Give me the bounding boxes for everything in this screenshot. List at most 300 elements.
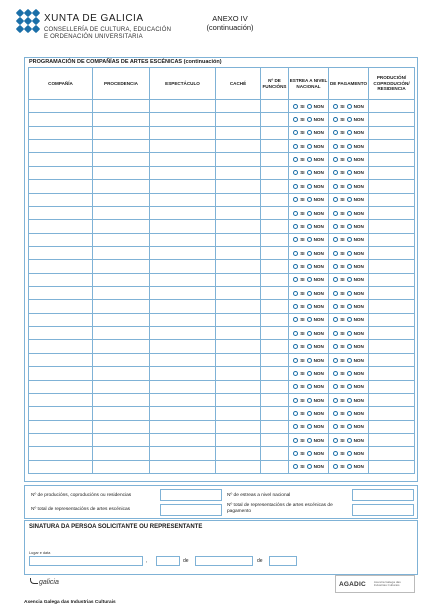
national-premiere-yes-radio[interactable] (293, 304, 298, 309)
production-cell[interactable] (369, 233, 415, 246)
origin-cell[interactable] (93, 380, 150, 393)
origin-cell[interactable] (93, 153, 150, 166)
national-premiere-no-radio[interactable] (307, 157, 312, 162)
show-cell[interactable] (150, 340, 216, 353)
paid-count-field[interactable] (352, 504, 414, 516)
performances-cell[interactable] (261, 100, 289, 113)
performances-cell[interactable] (261, 420, 289, 433)
national-premiere-no-radio[interactable] (307, 184, 312, 189)
production-cell[interactable] (369, 420, 415, 433)
day-field[interactable] (156, 556, 180, 566)
company-cell[interactable] (29, 206, 93, 219)
show-cell[interactable] (150, 220, 216, 233)
performances-cell[interactable] (261, 126, 289, 139)
national-premiere-yes-radio[interactable] (293, 157, 298, 162)
company-cell[interactable] (29, 420, 93, 433)
origin-cell[interactable] (93, 420, 150, 433)
paid-yes-no-group (329, 344, 368, 349)
production-cell[interactable] (369, 313, 415, 326)
fee-cell[interactable] (216, 287, 261, 300)
paid-no-radio[interactable] (347, 438, 352, 443)
national-premiere-yes-radio[interactable] (293, 211, 298, 216)
show-cell[interactable] (150, 113, 216, 126)
performances-cell[interactable] (261, 313, 289, 326)
fee-cell[interactable] (216, 313, 261, 326)
national-premiere-no-radio[interactable] (307, 277, 312, 282)
paid-yes-radio[interactable] (333, 224, 338, 229)
fee-cell[interactable] (216, 300, 261, 313)
performances-cell[interactable] (261, 300, 289, 313)
company-cell[interactable] (29, 447, 93, 460)
national-premiere-no-radio[interactable] (307, 451, 312, 456)
national-premiere-no-radio[interactable] (307, 331, 312, 336)
paid-yes-radio[interactable] (333, 130, 338, 135)
paid-no-radio[interactable] (347, 331, 352, 336)
fee-cell[interactable] (216, 353, 261, 366)
production-cell[interactable] (369, 367, 415, 380)
performances-cell[interactable] (261, 327, 289, 340)
performances-cell[interactable] (261, 193, 289, 206)
origin-cell[interactable] (93, 166, 150, 179)
national-premiere-yes-radio[interactable] (293, 331, 298, 336)
yes-label: SI (300, 370, 305, 376)
national-premiere-yes-radio[interactable] (293, 411, 298, 416)
origin-cell[interactable] (93, 260, 150, 273)
show-cell[interactable] (150, 273, 216, 286)
paid-no-radio[interactable] (347, 104, 352, 109)
paid-yes-radio[interactable] (333, 211, 338, 216)
paid-no-radio[interactable] (347, 358, 352, 363)
no-label: NON (313, 197, 324, 203)
origin-cell[interactable] (93, 447, 150, 460)
production-cell[interactable] (369, 393, 415, 406)
national-premiere-no-radio[interactable] (307, 317, 312, 322)
representations-count-field[interactable] (160, 504, 222, 516)
fee-cell[interactable] (216, 273, 261, 286)
show-cell[interactable] (150, 246, 216, 259)
show-cell[interactable] (150, 126, 216, 139)
paid-no-radio[interactable] (347, 224, 352, 229)
origin-cell[interactable] (93, 126, 150, 139)
yes-label: SI (340, 290, 345, 296)
paid-no-radio[interactable] (347, 211, 352, 216)
company-cell[interactable] (29, 140, 93, 153)
performances-cell[interactable] (261, 433, 289, 446)
fee-cell[interactable] (216, 380, 261, 393)
paid-no-radio[interactable] (347, 237, 352, 242)
fee-cell[interactable] (216, 220, 261, 233)
company-cell[interactable] (29, 100, 93, 113)
national-premiere-no-radio[interactable] (307, 170, 312, 175)
show-cell[interactable] (150, 260, 216, 273)
company-cell[interactable] (29, 300, 93, 313)
production-cell[interactable] (369, 460, 415, 473)
production-cell[interactable] (369, 300, 415, 313)
origin-cell[interactable] (93, 353, 150, 366)
show-cell[interactable] (150, 233, 216, 246)
fee-cell[interactable] (216, 153, 261, 166)
company-cell[interactable] (29, 126, 93, 139)
production-cell[interactable] (369, 153, 415, 166)
national-premiere-no-radio[interactable] (307, 384, 312, 389)
national-premiere-yes-radio[interactable] (293, 317, 298, 322)
paid-yes-radio[interactable] (333, 144, 338, 149)
performances-cell[interactable] (261, 180, 289, 193)
origin-cell[interactable] (93, 433, 150, 446)
paid-yes-radio[interactable] (333, 104, 338, 109)
paid-no-radio[interactable] (347, 451, 352, 456)
national-premiere-no-radio[interactable] (307, 358, 312, 363)
origin-cell[interactable] (93, 460, 150, 473)
show-cell[interactable] (150, 193, 216, 206)
performances-cell[interactable] (261, 113, 289, 126)
show-cell[interactable] (150, 433, 216, 446)
company-cell[interactable] (29, 113, 93, 126)
show-cell[interactable] (150, 407, 216, 420)
show-cell[interactable] (150, 300, 216, 313)
show-cell[interactable] (150, 393, 216, 406)
fee-cell[interactable] (216, 420, 261, 433)
national-premiere-no-radio[interactable] (307, 411, 312, 416)
origin-cell[interactable] (93, 300, 150, 313)
company-cell[interactable] (29, 367, 93, 380)
paid-no-radio[interactable] (347, 197, 352, 202)
company-cell[interactable] (29, 433, 93, 446)
national-premiere-yes-radio[interactable] (293, 251, 298, 256)
national-premiere-yes-radio[interactable] (293, 130, 298, 135)
national-premiere-no-radio[interactable] (307, 251, 312, 256)
production-cell[interactable] (369, 166, 415, 179)
origin-cell[interactable] (93, 287, 150, 300)
national-premiere-yes-radio[interactable] (293, 104, 298, 109)
national-premiere-no-radio[interactable] (307, 130, 312, 135)
column-header-national-premiere: ESTREA A NIVEL NACIONAL (289, 68, 329, 100)
national-premiere-yes-radio[interactable] (293, 144, 298, 149)
origin-cell[interactable] (93, 206, 150, 219)
fee-cell[interactable] (216, 140, 261, 153)
origin-cell[interactable] (93, 100, 150, 113)
paid-no-radio[interactable] (347, 411, 352, 416)
national-premiere-no-radio[interactable] (307, 464, 312, 469)
show-cell[interactable] (150, 287, 216, 300)
performances-cell[interactable] (261, 380, 289, 393)
place-field[interactable] (29, 556, 143, 566)
national-premiere-no-radio[interactable] (307, 144, 312, 149)
production-cell[interactable] (369, 113, 415, 126)
national-premiere-yes-radio[interactable] (293, 170, 298, 175)
paid-choice-cell (329, 126, 369, 139)
performances-cell[interactable] (261, 447, 289, 460)
national-premiere-yes-radio[interactable] (293, 424, 298, 429)
show-cell[interactable] (150, 166, 216, 179)
fee-cell[interactable] (216, 166, 261, 179)
national-premiere-no-radio[interactable] (307, 224, 312, 229)
origin-cell[interactable] (93, 407, 150, 420)
national-premiere-no-radio[interactable] (307, 117, 312, 122)
fee-cell[interactable] (216, 246, 261, 259)
paid-no-radio[interactable] (347, 157, 352, 162)
production-cell[interactable] (369, 126, 415, 139)
paid-yes-radio[interactable] (333, 424, 338, 429)
national-premiere-no-radio[interactable] (307, 291, 312, 296)
paid-no-radio[interactable] (347, 344, 352, 349)
origin-cell[interactable] (93, 393, 150, 406)
production-cell[interactable] (369, 260, 415, 273)
origin-cell[interactable] (93, 180, 150, 193)
fee-cell[interactable] (216, 340, 261, 353)
paid-no-radio[interactable] (347, 371, 352, 376)
production-cell[interactable] (369, 287, 415, 300)
fee-cell[interactable] (216, 206, 261, 219)
company-cell[interactable] (29, 260, 93, 273)
national-premiere-no-radio[interactable] (307, 211, 312, 216)
origin-cell[interactable] (93, 327, 150, 340)
performances-cell[interactable] (261, 166, 289, 179)
origin-cell[interactable] (93, 273, 150, 286)
company-cell[interactable] (29, 407, 93, 420)
paid-no-radio[interactable] (347, 424, 352, 429)
production-cell[interactable] (369, 353, 415, 366)
performances-cell[interactable] (261, 393, 289, 406)
national-premiere-yes-radio[interactable] (293, 371, 298, 376)
show-cell[interactable] (150, 313, 216, 326)
paid-no-radio[interactable] (347, 304, 352, 309)
no-label: NON (313, 117, 324, 123)
national-premiere-yes-radio[interactable] (293, 344, 298, 349)
show-cell[interactable] (150, 180, 216, 193)
production-cell[interactable] (369, 433, 415, 446)
company-cell[interactable] (29, 273, 93, 286)
fee-cell[interactable] (216, 180, 261, 193)
national-premiere-no-radio[interactable] (307, 344, 312, 349)
national-premiere-yes-radio[interactable] (293, 384, 298, 389)
show-cell[interactable] (150, 420, 216, 433)
paid-yes-radio[interactable] (333, 331, 338, 336)
paid-yes-radio[interactable] (333, 398, 338, 403)
performances-cell[interactable] (261, 233, 289, 246)
national-premiere-no-radio[interactable] (307, 304, 312, 309)
paid-yes-radio[interactable] (333, 464, 338, 469)
performances-cell[interactable] (261, 153, 289, 166)
company-cell[interactable] (29, 313, 93, 326)
fee-cell[interactable] (216, 367, 261, 380)
fee-cell[interactable] (216, 433, 261, 446)
company-cell[interactable] (29, 233, 93, 246)
national-premiere-yes-radio[interactable] (293, 277, 298, 282)
national-premiere-yes-radio[interactable] (293, 224, 298, 229)
national-premiere-no-radio[interactable] (307, 237, 312, 242)
paid-no-radio[interactable] (347, 464, 352, 469)
show-cell[interactable] (150, 206, 216, 219)
origin-cell[interactable] (93, 313, 150, 326)
paid-no-radio[interactable] (347, 130, 352, 135)
performances-cell[interactable] (261, 140, 289, 153)
paid-yes-radio[interactable] (333, 170, 338, 175)
paid-yes-radio[interactable] (333, 384, 338, 389)
company-cell[interactable] (29, 380, 93, 393)
performances-cell[interactable] (261, 407, 289, 420)
national-premiere-no-radio[interactable] (307, 264, 312, 269)
fee-cell[interactable] (216, 407, 261, 420)
show-cell[interactable] (150, 380, 216, 393)
national-premiere-yes-radio[interactable] (293, 451, 298, 456)
fee-cell[interactable] (216, 393, 261, 406)
paid-no-radio[interactable] (347, 251, 352, 256)
origin-cell[interactable] (93, 220, 150, 233)
national-premiere-yes-radio[interactable] (293, 438, 298, 443)
paid-yes-radio[interactable] (333, 304, 338, 309)
company-cell[interactable] (29, 327, 93, 340)
performances-cell[interactable] (261, 353, 289, 366)
company-cell[interactable] (29, 153, 93, 166)
paid-yes-radio[interactable] (333, 157, 338, 162)
national-premiere-yes-radio[interactable] (293, 358, 298, 363)
show-cell[interactable] (150, 153, 216, 166)
paid-yes-radio[interactable] (333, 251, 338, 256)
premieres-count-field[interactable] (352, 489, 414, 501)
performances-cell[interactable] (261, 206, 289, 219)
signature-title: SINATURA DA PERSOA SOLICITANTE OU REPRESENTANTE (29, 524, 203, 530)
show-cell[interactable] (150, 367, 216, 380)
performances-cell[interactable] (261, 460, 289, 473)
paid-no-radio[interactable] (347, 277, 352, 282)
production-cell[interactable] (369, 140, 415, 153)
paid-yes-radio[interactable] (333, 291, 338, 296)
national-premiere-yes-radio[interactable] (293, 464, 298, 469)
origin-cell[interactable] (93, 246, 150, 259)
fee-cell[interactable] (216, 193, 261, 206)
show-cell[interactable] (150, 353, 216, 366)
production-cell[interactable] (369, 100, 415, 113)
national-premiere-yes-radio[interactable] (293, 264, 298, 269)
origin-cell[interactable] (93, 340, 150, 353)
paid-no-radio[interactable] (347, 317, 352, 322)
paid-no-radio[interactable] (347, 144, 352, 149)
paid-no-radio[interactable] (347, 264, 352, 269)
paid-yes-radio[interactable] (333, 277, 338, 282)
show-cell[interactable] (150, 460, 216, 473)
fee-cell[interactable] (216, 233, 261, 246)
production-cell[interactable] (369, 180, 415, 193)
national-premiere-yes-radio[interactable] (293, 398, 298, 403)
origin-cell[interactable] (93, 233, 150, 246)
company-cell[interactable] (29, 340, 93, 353)
national-premiere-yes-radio[interactable] (293, 197, 298, 202)
performances-cell[interactable] (261, 260, 289, 273)
company-cell[interactable] (29, 460, 93, 473)
show-cell[interactable] (150, 447, 216, 460)
performances-cell[interactable] (261, 246, 289, 259)
production-cell[interactable] (369, 220, 415, 233)
performances-cell[interactable] (261, 273, 289, 286)
paid-no-radio[interactable] (347, 170, 352, 175)
national-premiere-yes-radio[interactable] (293, 291, 298, 296)
production-cell[interactable] (369, 246, 415, 259)
paid-no-radio[interactable] (347, 384, 352, 389)
paid-yes-radio[interactable] (333, 317, 338, 322)
show-cell[interactable] (150, 140, 216, 153)
fee-cell[interactable] (216, 460, 261, 473)
production-cell[interactable] (369, 206, 415, 219)
origin-cell[interactable] (93, 193, 150, 206)
national-premiere-yes-radio[interactable] (293, 237, 298, 242)
paid-yes-radio[interactable] (333, 451, 338, 456)
paid-yes-radio[interactable] (333, 411, 338, 416)
productions-count-field[interactable] (160, 489, 222, 501)
paid-yes-radio[interactable] (333, 371, 338, 376)
national-premiere-no-radio[interactable] (307, 424, 312, 429)
paid-yes-radio[interactable] (333, 237, 338, 242)
paid-no-radio[interactable] (347, 117, 352, 122)
paid-yes-radio[interactable] (333, 117, 338, 122)
company-cell[interactable] (29, 220, 93, 233)
company-cell[interactable] (29, 166, 93, 179)
paid-yes-radio[interactable] (333, 197, 338, 202)
performances-cell[interactable] (261, 220, 289, 233)
yes-label: SI (340, 330, 345, 336)
month-field[interactable] (195, 556, 253, 566)
company-cell[interactable] (29, 193, 93, 206)
yes-label: SI (300, 130, 305, 136)
production-cell[interactable] (369, 273, 415, 286)
company-cell[interactable] (29, 180, 93, 193)
paid-yes-radio[interactable] (333, 264, 338, 269)
origin-cell[interactable] (93, 140, 150, 153)
paid-no-radio[interactable] (347, 398, 352, 403)
national-premiere-no-radio[interactable] (307, 398, 312, 403)
company-cell[interactable] (29, 246, 93, 259)
national-premiere-no-radio[interactable] (307, 438, 312, 443)
paid-yes-radio[interactable] (333, 184, 338, 189)
production-cell[interactable] (369, 340, 415, 353)
paid-yes-radio[interactable] (333, 438, 338, 443)
paid-yes-radio[interactable] (333, 344, 338, 349)
fee-cell[interactable] (216, 327, 261, 340)
performances-cell[interactable] (261, 340, 289, 353)
fee-cell[interactable] (216, 126, 261, 139)
national-premiere-yes-radio[interactable] (293, 184, 298, 189)
paid-no-radio[interactable] (347, 291, 352, 296)
company-cell[interactable] (29, 353, 93, 366)
origin-cell[interactable] (93, 367, 150, 380)
production-cell[interactable] (369, 447, 415, 460)
fee-cell[interactable] (216, 447, 261, 460)
show-cell[interactable] (150, 100, 216, 113)
production-cell[interactable] (369, 407, 415, 420)
performances-cell[interactable] (261, 367, 289, 380)
fee-cell[interactable] (216, 100, 261, 113)
year-field[interactable] (269, 556, 297, 566)
paid-no-radio[interactable] (347, 184, 352, 189)
origin-cell[interactable] (93, 113, 150, 126)
company-cell[interactable] (29, 287, 93, 300)
production-cell[interactable] (369, 380, 415, 393)
paid-yes-radio[interactable] (333, 358, 338, 363)
performances-cell[interactable] (261, 287, 289, 300)
company-cell[interactable] (29, 393, 93, 406)
national-premiere-no-radio[interactable] (307, 371, 312, 376)
production-cell[interactable] (369, 193, 415, 206)
fee-cell[interactable] (216, 260, 261, 273)
national-premiere-yes-radio[interactable] (293, 117, 298, 122)
fee-cell[interactable] (216, 113, 261, 126)
galicia-swoosh-icon (30, 578, 38, 584)
national-premiere-no-radio[interactable] (307, 197, 312, 202)
show-cell[interactable] (150, 327, 216, 340)
national-premiere-no-radio[interactable] (307, 104, 312, 109)
productions-count-label: Nº de producións, coproducións ou residencias (31, 493, 132, 498)
production-cell[interactable] (369, 327, 415, 340)
